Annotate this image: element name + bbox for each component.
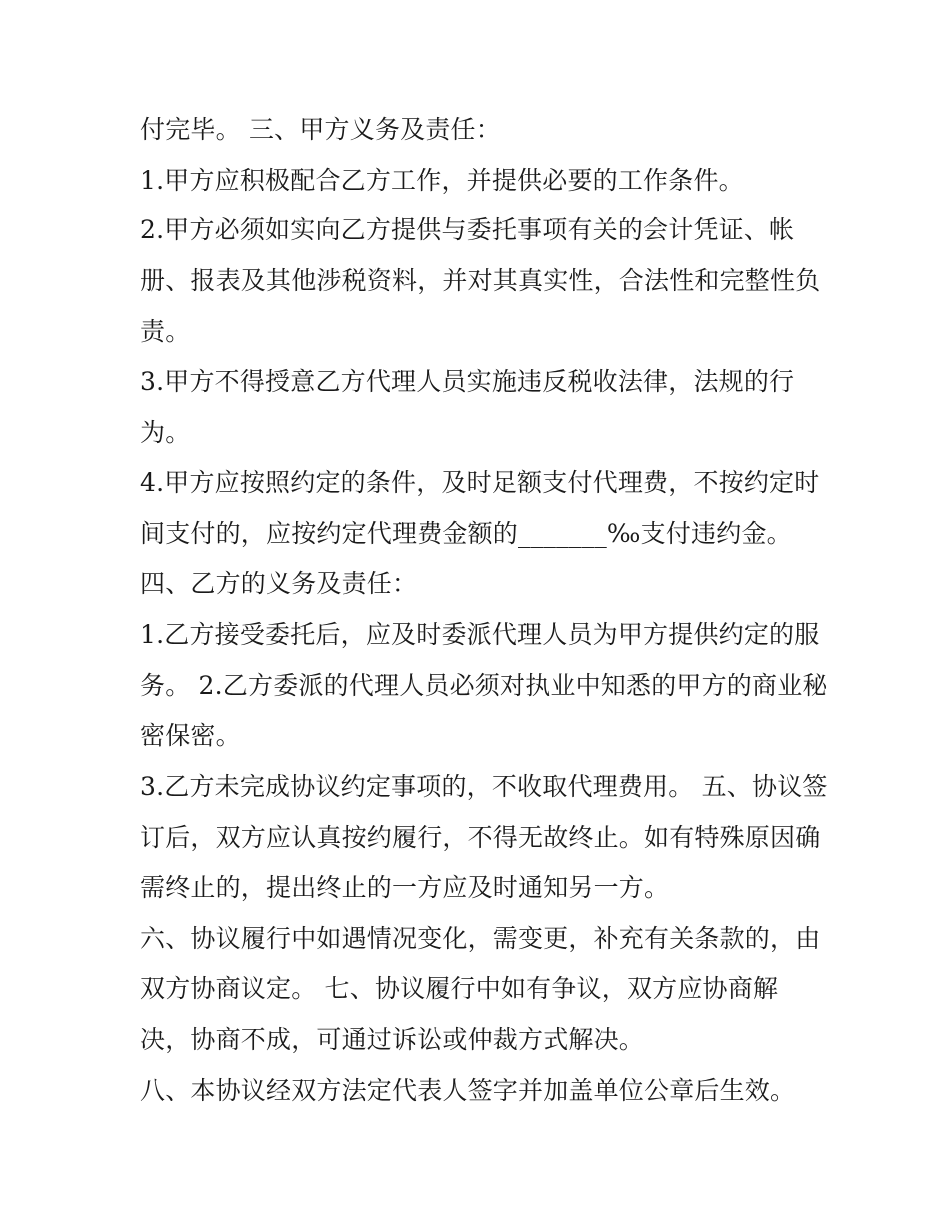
text-line: 册、报表及其他涉税资料，并对其真实性，合法性和完整性负: [140, 266, 821, 295]
text-line: 需终止的，提出终止的一方应及时通知另一方。: [140, 873, 670, 902]
text-line: 付完毕。 三、甲方义务及责任：: [140, 115, 501, 144]
text-line: 1.甲方应积极配合乙方工作，并提供必要的工作条件。: [140, 166, 744, 195]
text-line: 双方协商议定。 七、协议履行中如有争议，双方应协商解: [140, 974, 779, 1003]
text-line: 密保密。: [140, 721, 241, 750]
text-line: 3.乙方未完成协议约定事项的，不收取代理费用。 五、协议签: [140, 772, 828, 801]
text-line: 责。: [140, 317, 191, 346]
text-line: 间支付的，应按约定代理费金额的_______‰支付违约金。: [140, 519, 792, 548]
text-line: 八、本协议经双方法定代表人签字并加盖单位公章后生效。: [140, 1076, 796, 1105]
text-line: 务。 2.乙方委派的代理人员必须对执业中知悉的甲方的商业秘: [140, 671, 828, 700]
text-line: 六、协议履行中如遇情况变化，需变更，补充有关条款的，由: [140, 924, 821, 953]
text-line: 四、乙方的义务及责任：: [140, 569, 418, 598]
text-line: 2.甲方必须如实向乙方提供与委托事项有关的会计凭证、帐: [140, 215, 795, 244]
text-line: 决，协商不成，可通过诉讼或仲裁方式解决。: [140, 1025, 645, 1054]
text-line: 1.乙方接受委托后，应及时委派代理人员为甲方提供约定的服: [140, 620, 820, 649]
text-line: 订后，双方应认真按约履行，不得无故终止。如有特殊原因确: [140, 823, 821, 852]
text-line: 4.甲方应按照约定的条件，及时足额支付代理费，不按约定时: [140, 468, 820, 497]
text-line: 3.甲方不得授意乙方代理人员实施违反税收法律，法规的行: [140, 367, 795, 396]
text-line: 为。: [140, 418, 191, 447]
